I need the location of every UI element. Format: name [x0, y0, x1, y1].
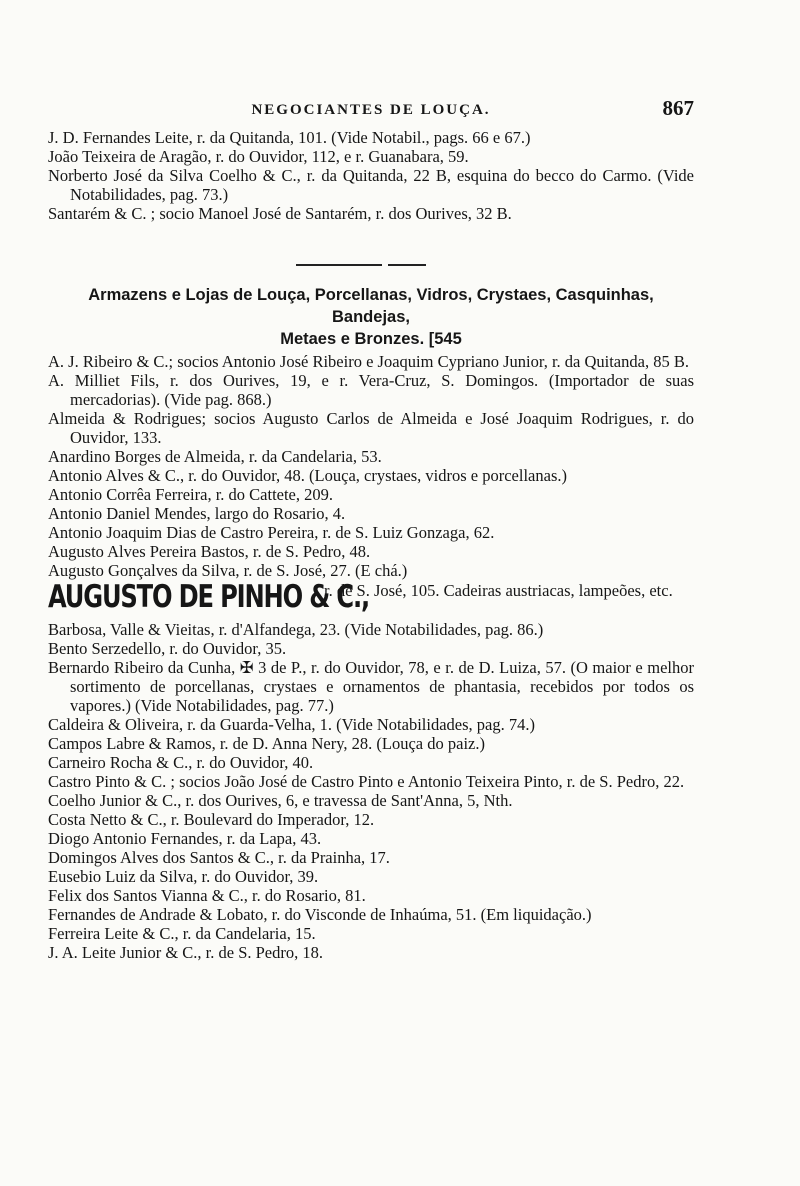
list-item: Carneiro Rocha & C., r. do Ouvidor, 40.: [48, 753, 314, 772]
list-item: Augusto Gonçalves da Silva, r. de S. José, 27. (E chá.): [48, 561, 408, 580]
list-item: Augusto Alves Pereira Bastos, r. de S. Pedro, 48.: [48, 542, 371, 561]
featured-entry-name: AUGUSTO DE PINHO & C.,: [48, 579, 370, 615]
list-item: A. Milliet Fils, r. dos Ourives, 19, e r. Vera-Cruz, S. Domingos. (Importador de suas mercadorias). (Vide pag. 868.): [48, 371, 694, 409]
list-item: Barbosa, Valle & Vieitas, r. d'Alfandega, 23. (Vide Notabilidades, pag. 86.): [48, 620, 544, 639]
list-item: João Teixeira de Aragão, r. do Ouvidor, 112, e r. Guanabara, 59.: [48, 147, 469, 166]
list-item: Domingos Alves dos Santos & C., r. da Prainha, 17.: [48, 848, 390, 867]
list-item: A. J. Ribeiro & C.; socios Antonio José Ribeiro e Joaquim Cypriano Junior, r. da Quitanda, 85 B.: [48, 352, 689, 371]
list-item: Antonio Joaquim Dias de Castro Pereira, r. de S. Luiz Gonzaga, 62.: [48, 523, 495, 542]
list-item: Antonio Alves & C., r. do Ouvidor, 48. (Louça, crystaes, vidros e porcellanas.): [48, 466, 567, 485]
merchant-list: [48, 352, 694, 962]
list-item: J. A. Leite Junior & C., r. de S. Pedro, 18.: [48, 943, 323, 962]
list-item: Norberto José da Silva Coelho & C., r. da Quitanda, 22 B, esquina do becco do Carmo. (Vide Notabilidades, pag. 73.): [48, 166, 694, 204]
list-item: Felix dos Santos Vianna & C., r. do Rosario, 81.: [48, 886, 366, 905]
list-item: Costa Netto & C., r. Boulevard do Imperador, 12.: [48, 810, 375, 829]
list-item: Eusebio Luiz da Silva, r. do Ouvidor, 39.: [48, 867, 319, 886]
top-entry-list: [48, 128, 694, 223]
page-header: [48, 94, 694, 124]
list-item: Castro Pinto & C. ; socios João José de Castro Pinto e Antonio Teixeira Pinto, r. de S. Pedro, 22.: [48, 772, 685, 791]
list-item: Antonio Daniel Mendes, largo do Rosario, 4.: [48, 504, 346, 523]
list-item: Santarém & C. ; socio Manoel José de Santarém, r. dos Ourives, 32 B.: [48, 204, 512, 223]
list-item: Ferreira Leite & C., r. da Candelaria, 15.: [48, 924, 316, 943]
list-item: Coelho Junior & C., r. dos Ourives, 6, e travessa de Sant'Anna, 5, Nth.: [48, 791, 513, 810]
section-title: [48, 284, 694, 350]
list-item: Antonio Corrêa Ferreira, r. do Cattete, 209.: [48, 485, 334, 504]
list-item: Campos Labre & Ramos, r. de D. Anna Nery, 28. (Louça do paiz.): [48, 734, 485, 753]
list-item: Almeida & Rodrigues; socios Augusto Carlos de Almeida e José Joaquim Rodrigues, r. do Ouvidor, 133.: [48, 409, 694, 447]
list-item: Anardino Borges de Almeida, r. da Candelaria, 53.: [48, 447, 382, 466]
list-item: Bernardo Ribeiro da Cunha, ✠ 3 de P., r. do Ouvidor, 78, e r. de D. Luiza, 57. (O maior e melhor sortimento de porcellanas, crystaes e ornamentos de phantasia, recebidos por todos os vapores.) (Vide Notabilidades, pag. 77.): [48, 658, 694, 715]
page-number: 867: [662, 96, 694, 120]
list-item: Bento Serzedello, r. do Ouvidor, 35.: [48, 639, 287, 658]
featured-entry: [48, 581, 694, 619]
section-title-line-1: Armazens e Lojas de Louça, Porcellanas, Vidros, Crystaes, Casquinhas, Bandejas,: [88, 286, 654, 326]
list-item: Fernandes de Andrade & Lobato, r. do Visconde de Inhaúma, 51. (Em liquidação.): [48, 905, 592, 924]
section-title-line-2: Metaes e Bronzes. [545: [280, 330, 462, 348]
section-divider: [296, 264, 426, 266]
running-head: NEGOCIANTES DE LOUÇA.: [251, 102, 491, 118]
list-item: J. D. Fernandes Leite, r. da Quitanda, 101. (Vide Notabil., pags. 66 e 67.): [48, 128, 531, 147]
list-item: Caldeira & Oliveira, r. da Guarda-Velha, 1. (Vide Notabilidades, pag. 74.): [48, 715, 535, 734]
list-item: Diogo Antonio Fernandes, r. da Lapa, 43.: [48, 829, 322, 848]
featured-entry-text: r. de S. José, 105. Cadeiras austriacas, lampeões, etc.: [324, 581, 673, 600]
